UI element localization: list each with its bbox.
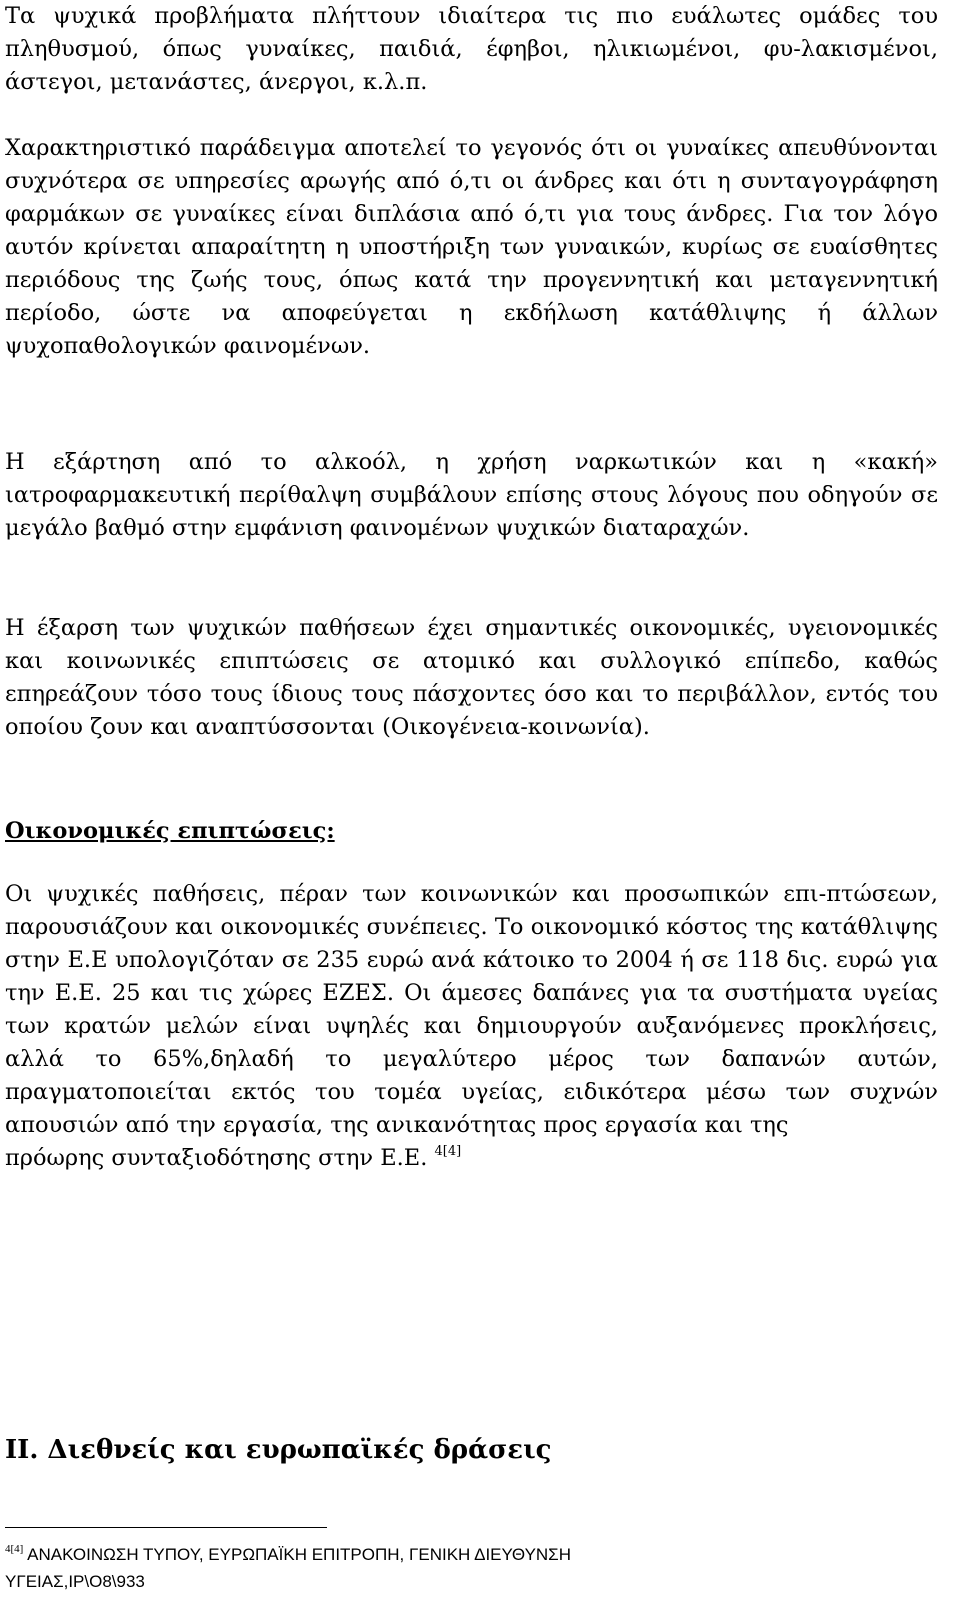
economic-block: [5, 878, 938, 1175]
paragraph-addiction: Η εξάρτηση από το αλκοόλ, η χρήση ναρκωτικών και η «κακή» ιατροφαρμακευτική περίθαλψη συμβάλουν επίσης στους λόγους που οδηγούν σε μεγάλο βαθμό στην εμφάνιση φαινομένων ψυχικών διαταραχών.: [5, 449, 938, 541]
paragraph-impact: Η έξαρση των ψυχικών παθήσεων έχει σημαντικές οικονομικές, υγειονομικές και κοινωνικές επιπτώσεις σε ατομικό και συλλογικό επίπεδο, καθώς επηρεάζουν τόσο τους ίδιους τους πάσχοντες όσο και το περιβάλλον, εντός του οποίου ζουν και αναπτύσσονται (Οικογένεια-κοινωνία).: [5, 615, 938, 740]
paragraph-women-example: Χαρακτηριστικό παράδειγμα αποτελεί το γεγονός ότι οι γυναίκες απευθύνονται συχνότερα σε υπηρεσίες αρωγής από ό,τι οι άνδρες και ότι η συνταγογράφηση φαρμάκων σε γυναίκες είναι διπλάσια από ό,τι για τους άνδρες. Για τον λόγο αυτόν κρίνεται απαραίτητη η υποστήριξη των γυναικών, κυρίως σε ευαίσθητες περιόδους της ζωής τους, όπως κατά την προγεννητική και μεταγεννητική περίοδο, ώστε να αποφεύγεται η εκδήλωση κατάθλιψης ή άλλων ψυχοπαθολογικών φαινομένων.: [5, 135, 938, 359]
section-heading-international-actions: ΙΙ. Διεθνείς και ευρωπαϊκές δράσεις: [5, 1435, 552, 1465]
paragraph-economic: Οι ψυχικές παθήσεις, πέραν των κοινωνικών και προσωπικών επι-πτώσεων, παρουσιάζουν και οικονομικές συνέπειες. Το οικονομικό κόστος της κατάθλιψης στην Ε.Ε υπολογιζόταν σε 235 ευρώ ανά κάτοικο το 2004 ή σε 118 δις. ευρώ για την Ε.Ε. 25 και τις χώρες ΕΖΕΣ. Οι άμεσες δαπάνες για τα συστήματα υγείας των κρατών μελών είναι υψηλές και δημιουργούν αυξανόμενες προκλήσεις, αλλά το 65%,δηλαδή το μεγαλύτερο μέρος των δαπανών αυτών, πραγματοποιείται εκτός του τομέα υγείας, ειδικότερα μέσω των συχνών απουσιών από την εργασία, της ανικανότητας προς εργασία και της: [5, 881, 938, 1138]
footnote-separator: [5, 1527, 327, 1528]
footnote-text-2: ΥΓΕΙΑΣ,IP\O8\933: [5, 1572, 145, 1591]
footnote: [5, 1541, 938, 1595]
economic-last-line-text: πρόωρης συνταξιοδότησης στην Ε.Ε.: [5, 1145, 428, 1171]
paragraph-economic-last-line: [5, 1142, 938, 1175]
footnote-text-1: ΑΝΑΚΟΙΝΩΣΗ ΤΥΠΟΥ, ΕΥΡΩΠΑΪΚΗ ΕΠΙΤΡΟΠΗ, ΓΕΝΙΚΗ ΔΙΕΥΘΥΝΣΗ: [23, 1545, 571, 1564]
footnote-line-1: [5, 1541, 938, 1568]
subheading-economic-impact: Οικονομικές επιπτώσεις:: [5, 818, 335, 844]
footnote-marker: 4[4]: [5, 1543, 24, 1556]
footnote-reference: 4[4]: [434, 1143, 462, 1159]
paragraph-vulnerable-groups: Τα ψυχικά προβλήματα πλήττουν ιδιαίτερα τις πιο ευάλωτες ομάδες του πληθυσμού, όπως γυναίκες, παιδιά, έφηβοι, ηλικιωμένοι, φυ-λακισμένοι, άστεγοι, μετανάστες, άνεργοι, κ.λ.π.: [5, 3, 938, 95]
